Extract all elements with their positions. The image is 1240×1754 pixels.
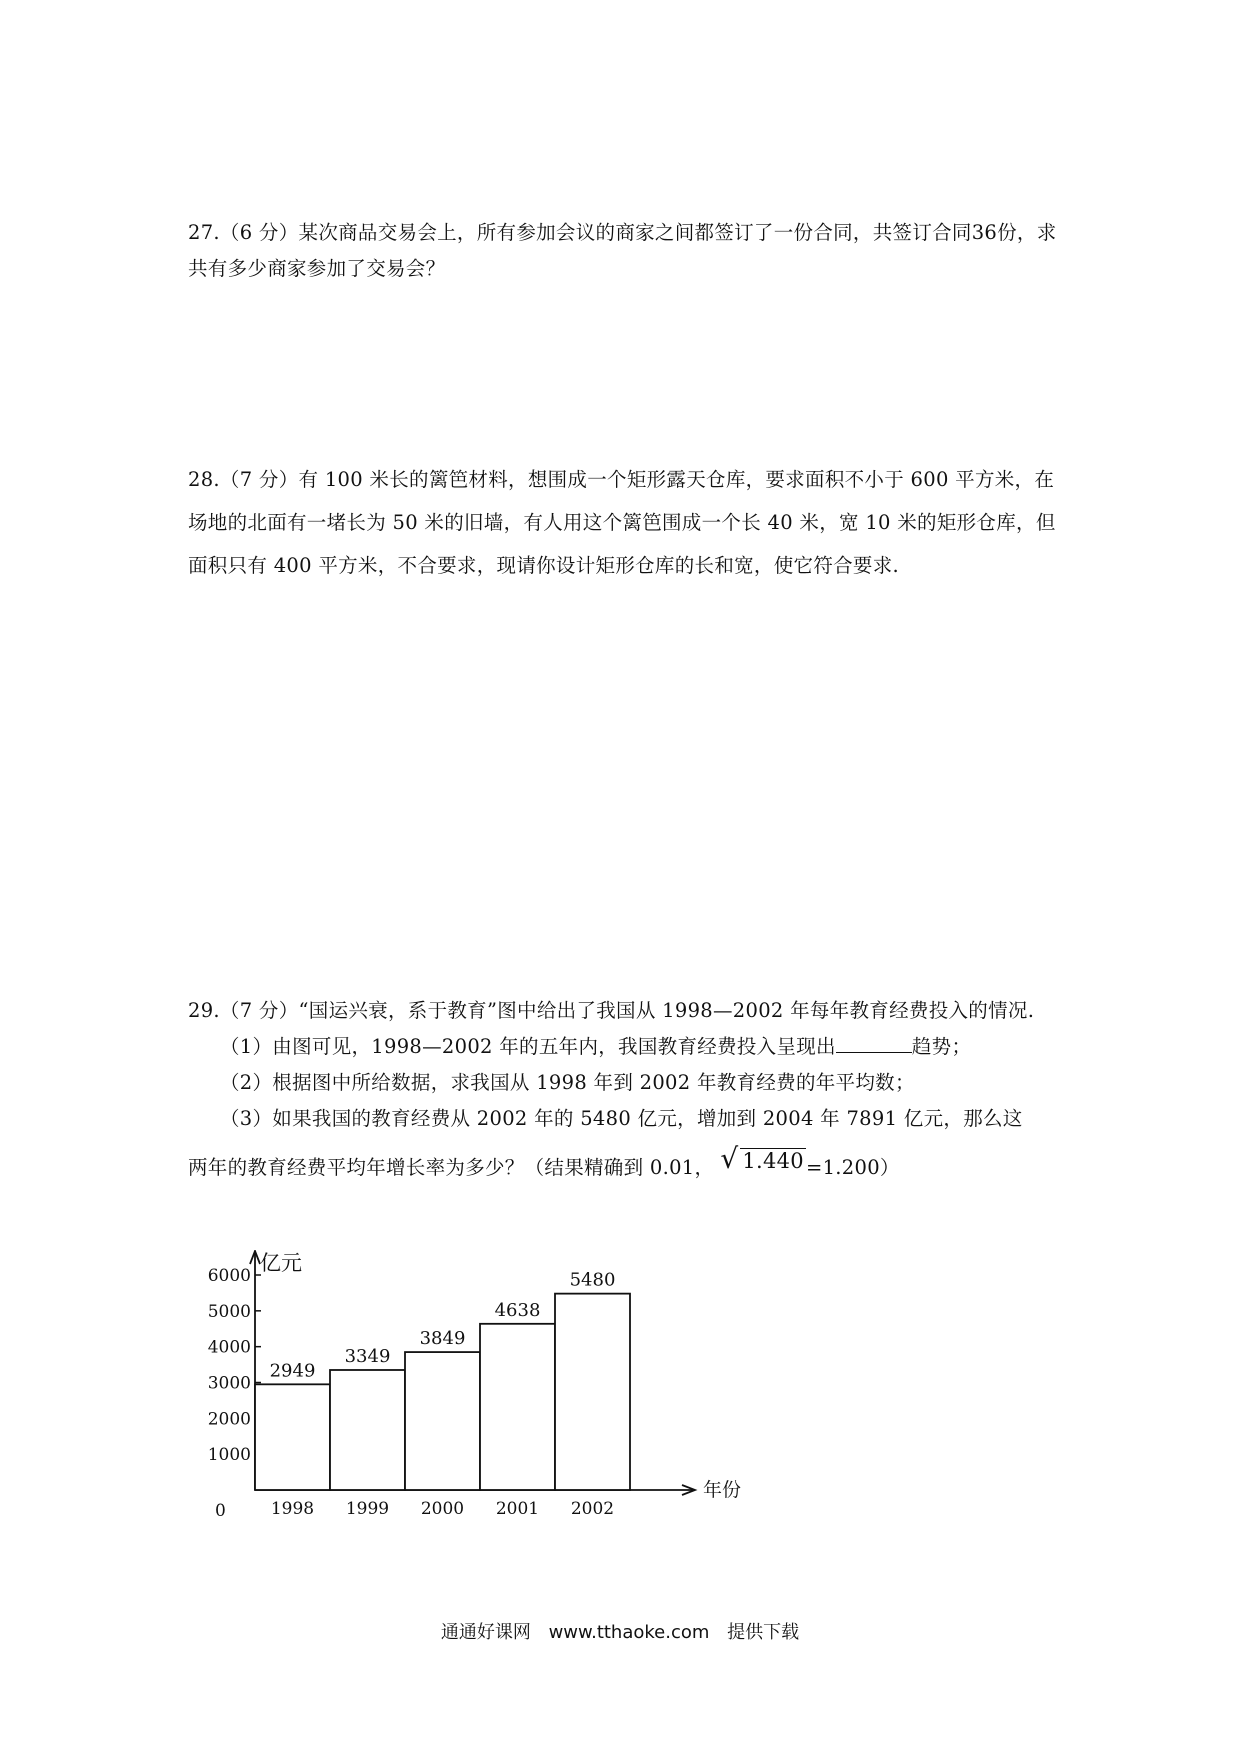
question-28-text: 28.（7 分）有 100 米长的篱笆材料，想围成一个矩形露天仓库，要求面积不小于 600 平方米，在场地的北面有一堵长为 50 米的旧墙，有人用这个篱笆围成一个长 40 米，宽 10 米的矩形仓库，但面积只有 400 平方米，不合要求，现请你设计矩形仓库的长和宽，使它符合要求. xyxy=(188,468,1056,577)
y-tick-label: 3000 xyxy=(207,1373,251,1394)
y-tick-label: 2000 xyxy=(207,1409,251,1430)
bar xyxy=(330,1370,405,1490)
x-tick-label: 2002 xyxy=(570,1499,615,1519)
x-tick-label: 1999 xyxy=(345,1499,390,1519)
bar-value-label: 3349 xyxy=(344,1345,391,1367)
question-29-intro: 29.（7 分）“国运兴衰，系于教育”图中给出了我国从 1998—2002 年每年教育经费投入的情况. xyxy=(188,999,1035,1022)
question-29-part-1 xyxy=(188,1029,1058,1065)
bar xyxy=(480,1324,555,1490)
y-tick-label: 5000 xyxy=(207,1301,251,1322)
question-29-part-2: （2）根据图中所给数据，求我国从 1998 年到 2002 年教育经费的年平均数； xyxy=(220,1071,915,1094)
footer-site-name: 通通好课网 xyxy=(440,1622,531,1643)
x-tick-label: 2000 xyxy=(420,1499,465,1519)
answer-blank xyxy=(836,1034,912,1053)
part-1-suffix: 趋势； xyxy=(911,1035,972,1058)
y-axis-title: 亿元 xyxy=(260,1251,302,1275)
question-27 xyxy=(188,215,1058,287)
bar-value-label: 4638 xyxy=(494,1299,541,1321)
x-tick-label: 2001 xyxy=(495,1499,540,1519)
x-axis-title: 年份 xyxy=(703,1479,742,1501)
page-footer xyxy=(0,1618,1240,1644)
bar xyxy=(255,1384,330,1490)
radicand: 1.440 xyxy=(742,1149,804,1173)
part-3-continued-suffix: =1.200） xyxy=(805,1156,900,1179)
y-tick-label: 6000 xyxy=(207,1266,251,1286)
footer-url[interactable]: www.tthaoke.com xyxy=(548,1622,710,1643)
bar-value-label: 3849 xyxy=(419,1328,466,1350)
y-tick-label: 1000 xyxy=(207,1445,251,1466)
x-tick-label: 1998 xyxy=(270,1499,315,1519)
part-3-continued-text: 两年的教育经费平均年增长率为多少？（结果精确到 0.01， xyxy=(188,1156,715,1179)
question-29-part-3-continued xyxy=(188,1142,900,1179)
bar xyxy=(555,1294,630,1490)
question-28 xyxy=(188,458,1058,587)
question-29 xyxy=(188,993,1058,1186)
bar-value-label: 2949 xyxy=(269,1360,316,1382)
square-root-expression xyxy=(720,1142,806,1185)
chart-bars xyxy=(255,1294,630,1490)
y-tick-label: 4000 xyxy=(207,1337,251,1358)
bar-value-label: 5480 xyxy=(569,1269,616,1291)
bar xyxy=(405,1352,480,1490)
question-27-text: 27.（6 分）某次商品交易会上，所有参加会议的商家之间都签订了一份合同，共签订合同36份，求共有多少商家参加了交易会？ xyxy=(188,221,1057,280)
part-1-text: （1）由图可见，1998—2002 年的五年内，我国教育经费投入呈现出 xyxy=(220,1035,836,1058)
radical-sign-icon: √ xyxy=(720,1142,739,1175)
education-funding-bar-chart xyxy=(195,1250,775,1530)
footer-suffix: 提供下载 xyxy=(727,1622,800,1643)
origin-label: 0 xyxy=(215,1501,226,1521)
question-29-part-3: （3）如果我国的教育经费从 2002 年的 5480 亿元，增加到 2004 年 7891 亿元，那么这 xyxy=(220,1107,1023,1130)
